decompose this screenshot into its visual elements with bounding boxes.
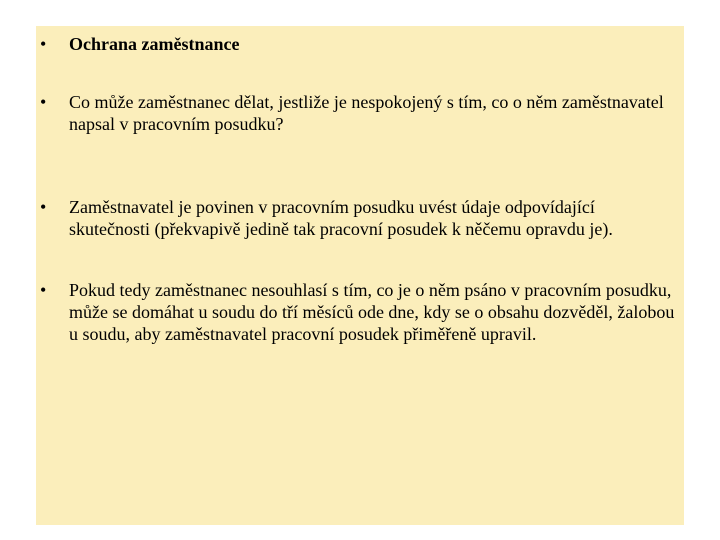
bullet-text-heading: Ochrana zaměstnance — [69, 34, 240, 54]
slide-panel — [36, 26, 684, 525]
bullet-icon: • — [40, 34, 47, 54]
bullet-icon: • — [40, 92, 47, 112]
bullet-text-question: Co může zaměstnanec dělat, jestliže je nespokojený s tím, co o něm zaměstnavatel napsal v pracovním posudku? — [69, 92, 664, 134]
bullet-text-obligation: Zaměstnavatel je povinen v pracovním posudku uvést údaje odpovídající skutečnosti (překvapivě jedině tak pracovní posudek k něčemu opravdu je). — [69, 197, 613, 239]
bullet-icon: • — [40, 280, 47, 300]
bullet-text-remedy: Pokud tedy zaměstnanec nesouhlasí s tím, co je o něm psáno v pracovním posudku, může se domáhat u soudu do tří měsíců ode dne, kdy se o obsahu dozvěděl, žalobou u soudu, aby zaměstnavatel pracovní posudek přiměřeně upravil. — [69, 280, 675, 344]
bullet-icon: • — [40, 197, 47, 217]
